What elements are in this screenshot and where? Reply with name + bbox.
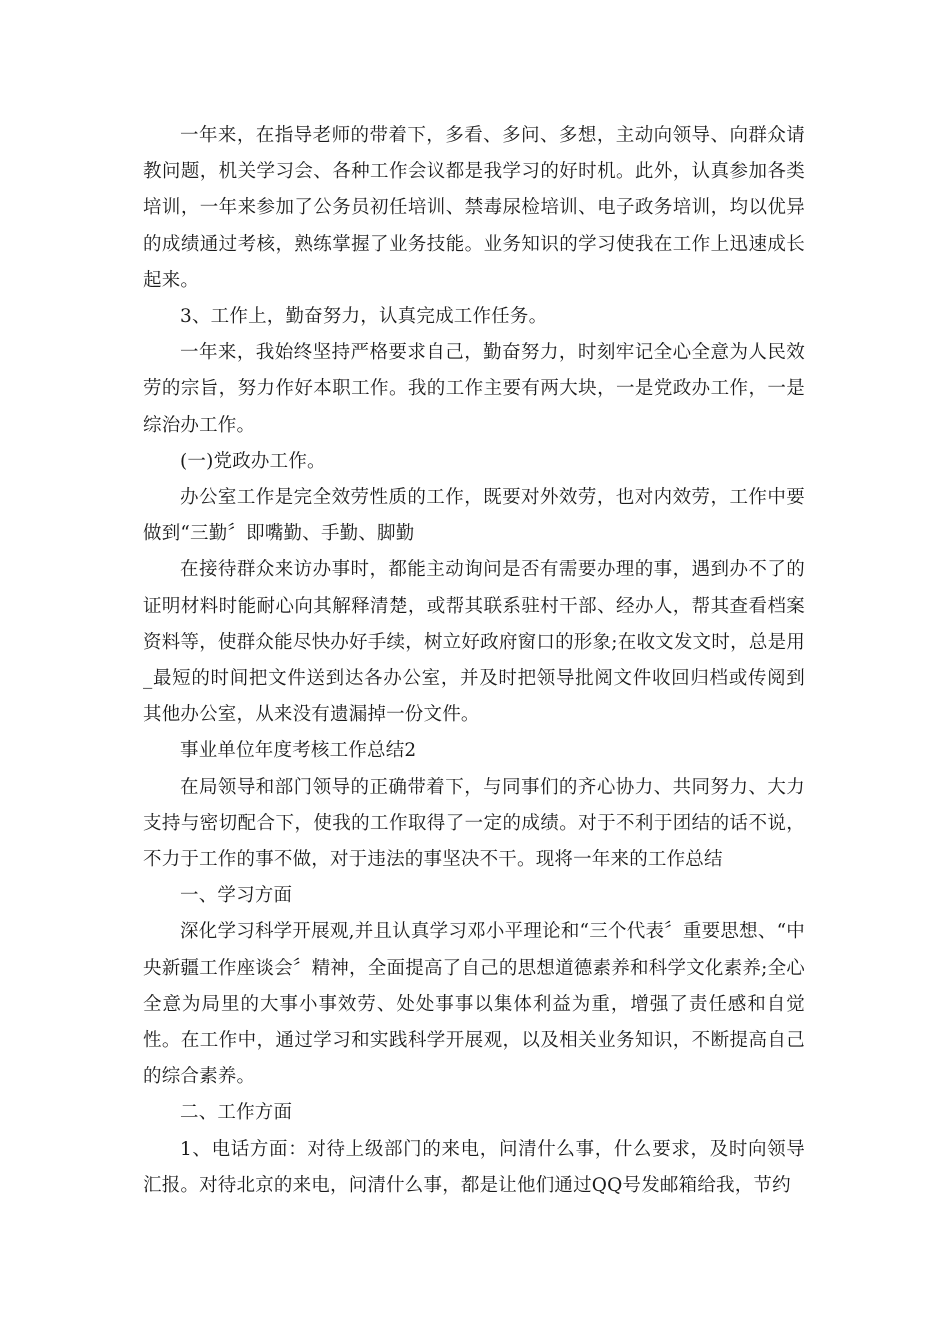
paragraph-1: 一年来，在指导老师的带着下，多看、多问、多想，主动向领导、向群众请教问题，机关学习会、各种工作会议都是我学习的好时机。此外，认真参加各类培训，一年来参加了公务员初任培训、禁毒尿检培训、电子政务培训，均以优异的成绩通过考核，熟练掌握了业务技能。业务知识的学习使我在工作上迅速成长起来。 (143, 125, 805, 291)
subheading-work: 二、工作方面 (180, 1102, 293, 1124)
document-body (143, 118, 805, 1204)
paragraph-6: 在接待群众来访办事时，都能主动询问是否有需要办理的事，遇到办不了的证明材料时能耐心向其解释清楚，或帮其联系驻村干部、经办人，帮其查看档案资料等，使群众能尽快办好手续，树立好政府窗口的形象;在收文发文时，总是用_最短的时间把文件送到达各办公室，并及时把领导批阅文件收回归档或传阅到其他办公室，从来没有遗漏掉一份文件。 (143, 559, 805, 726)
paragraph-12: 1、电话方面：对待上级部门的来电，问清什么事，什么要求，及时向领导汇报。对待北京的来电，问清什么事，都是让他们通过QQ号发邮箱给我，节约 (143, 1138, 805, 1196)
paragraph-5: 办公室工作是完全效劳性质的工作，既要对外效劳，也对内效劳，工作中要做到“三勤〞即嘴勤、手勤、脚勤 (143, 487, 805, 545)
paragraph-8: 在局领导和部门领导的正确带着下，与同事们的齐心协力、共同努力、大力支持与密切配合下，使我的工作取得了一定的成绩。对于不利于团结的话不说，不力于工作的事不做，对于违法的事坚决不干。现将一年来的工作总结 (143, 776, 805, 871)
section-heading-2: 事业单位年度考核工作总结2 (180, 740, 417, 762)
paragraph-4: (一)党政办工作。 (180, 450, 326, 472)
paragraph-3: 一年来，我始终坚持严格要求自己，勤奋努力，时刻牢记全心全意为人民效劳的宗旨，努力作好本职工作。我的工作主要有两大块，一是党政办工作，一是综治办工作。 (143, 342, 805, 436)
paragraph-2: 3、工作上，勤奋努力，认真完成工作任务。 (180, 306, 548, 328)
paragraph-10: 深化学习科学开展观,并且认真学习邓小平理论和“三个代表〞重要思想、“中央新疆工作座谈会〞精神，全面提高了自己的思想道德素养和科学文化素养;全心全意为局里的大事小事效劳、处处事事以集体利益为重，增强了责任感和自觉性。在工作中，通过学习和实践科学开展观，以及相关业务知识，不断提高自己的综合素养。 (143, 921, 805, 1088)
subheading-study: 一、学习方面 (180, 885, 293, 907)
